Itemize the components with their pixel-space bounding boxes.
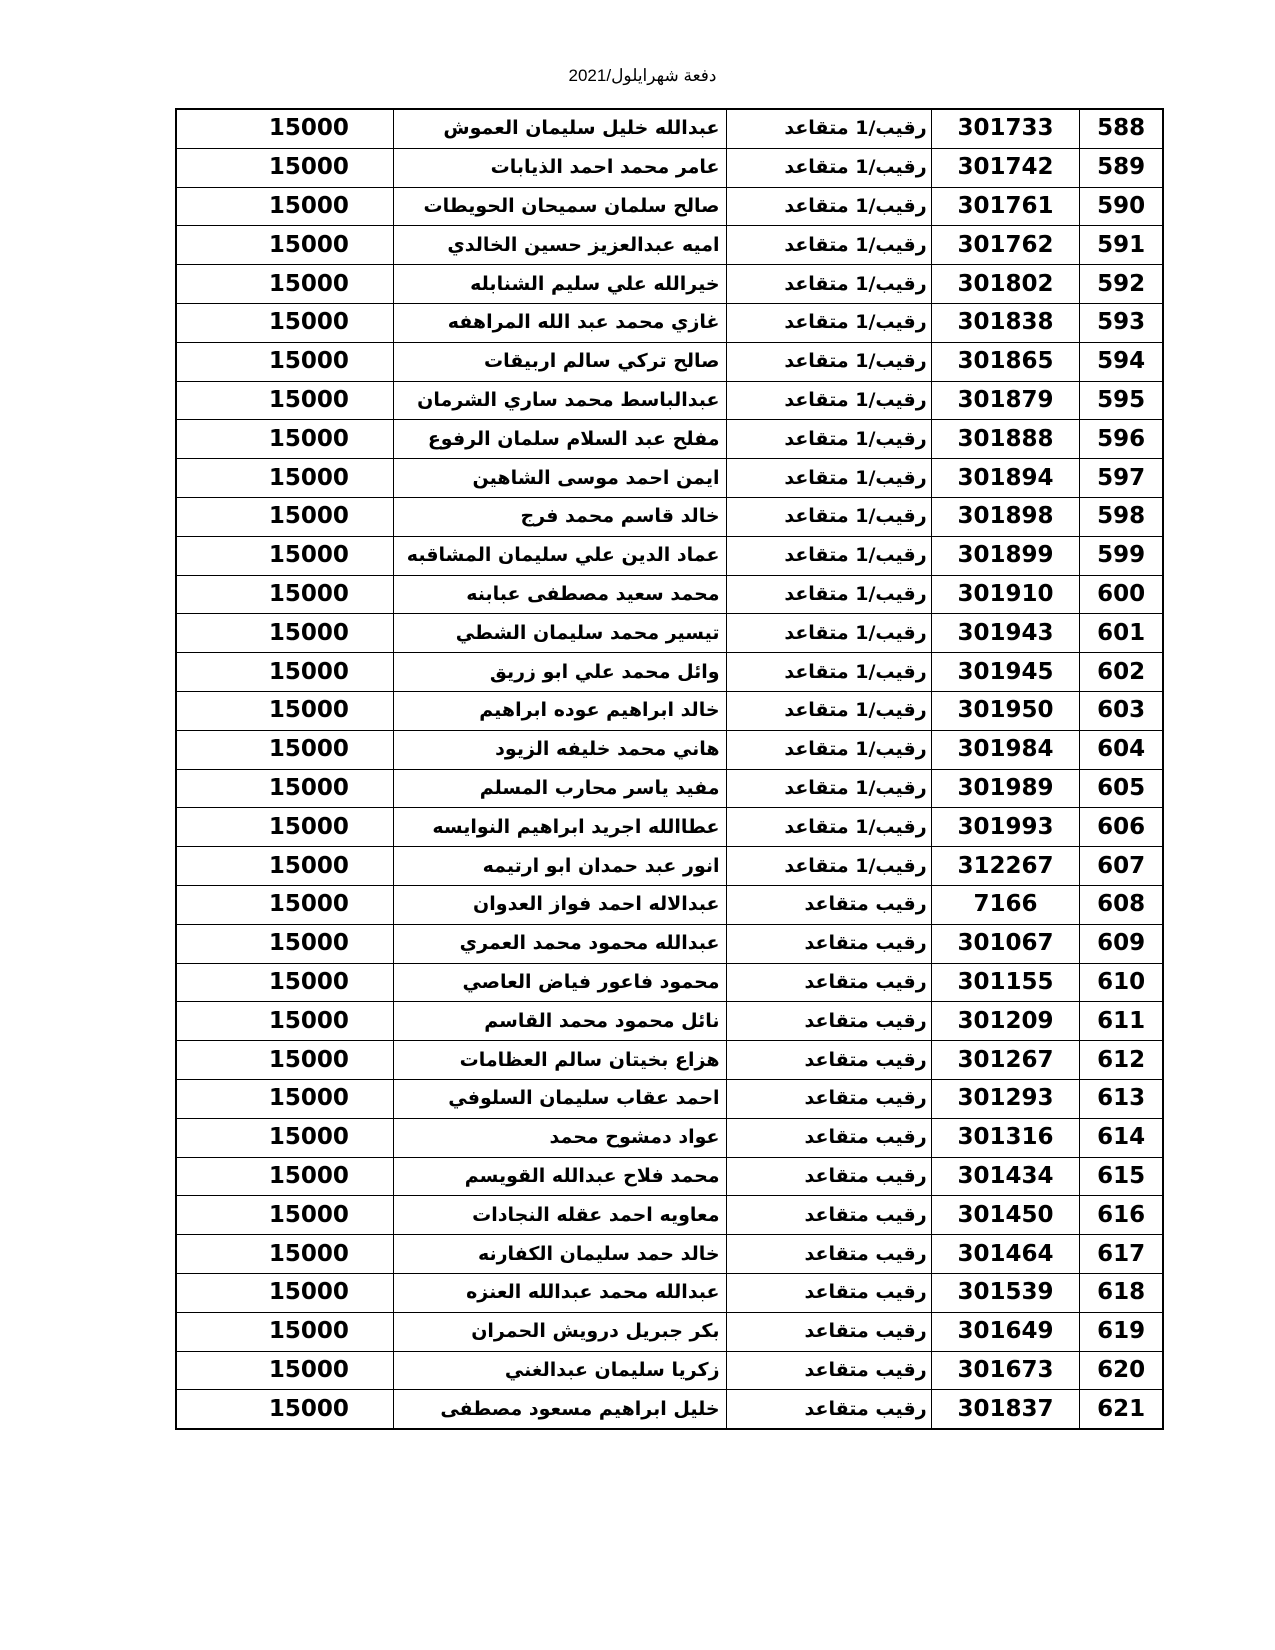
rank: رقيب/1 متقاعد <box>726 265 931 304</box>
amount <box>176 885 393 924</box>
rank: رقيب/1 متقاعد <box>726 187 931 226</box>
rank: رقيب/1 متقاعد <box>726 459 931 498</box>
service-number: 301910 <box>931 575 1080 614</box>
table-row <box>176 420 1163 459</box>
rank: رقيب/1 متقاعد <box>726 691 931 730</box>
service-number: 301209 <box>931 1002 1080 1041</box>
rank: رقيب/1 متقاعد <box>726 536 931 575</box>
table-row <box>176 265 1163 304</box>
rank: رقيب/1 متقاعد <box>726 769 931 808</box>
amount-value: 15000 <box>268 619 349 646</box>
full-name: انور عبد حمدان ابو ارتيمه <box>393 847 726 886</box>
rank: رقيب متقاعد <box>726 1041 931 1080</box>
amount <box>176 536 393 575</box>
amount-value: 15000 <box>268 852 349 879</box>
row-sequence-number: 603 <box>1080 691 1163 730</box>
full-name: احمد عقاب سليمان السلوفي <box>393 1079 726 1118</box>
rank: رقيب/1 متقاعد <box>726 614 931 653</box>
amount <box>176 1196 393 1235</box>
amount <box>176 187 393 226</box>
amount <box>176 1041 393 1080</box>
row-sequence-number: 588 <box>1080 109 1163 148</box>
service-number: 301898 <box>931 497 1080 536</box>
amount-value: 15000 <box>268 813 349 840</box>
service-number: 301155 <box>931 963 1080 1002</box>
service-number: 312267 <box>931 847 1080 886</box>
service-number: 301888 <box>931 420 1080 459</box>
amount-value: 15000 <box>268 1201 349 1228</box>
full-name: مفلح عبد السلام سلمان الرفوع <box>393 420 726 459</box>
full-name: نائل محمود محمد القاسم <box>393 1002 726 1041</box>
amount-value: 15000 <box>268 736 349 763</box>
rank: رقيب متقاعد <box>726 885 931 924</box>
full-name: عطاالله اجريد ابراهيم النوايسه <box>393 808 726 847</box>
service-number: 301837 <box>931 1390 1080 1429</box>
table-row <box>176 1157 1163 1196</box>
service-number: 301945 <box>931 653 1080 692</box>
amount-value: 15000 <box>268 231 349 258</box>
full-name: صالح تركي سالم اربيقات <box>393 342 726 381</box>
rank: رقيب متقاعد <box>726 1390 931 1429</box>
rank: رقيب/1 متقاعد <box>726 420 931 459</box>
full-name: زكريا سليمان عبدالغني <box>393 1351 726 1390</box>
row-sequence-number: 618 <box>1080 1273 1163 1312</box>
service-number: 301649 <box>931 1312 1080 1351</box>
rank: رقيب متقاعد <box>726 1196 931 1235</box>
rank: رقيب/1 متقاعد <box>726 226 931 265</box>
table-row <box>176 1312 1163 1351</box>
amount <box>176 653 393 692</box>
amount-value: 15000 <box>268 309 349 336</box>
amount <box>176 691 393 730</box>
rank: رقيب/1 متقاعد <box>726 381 931 420</box>
table-row <box>176 342 1163 381</box>
rank: رقيب متقاعد <box>726 1235 931 1274</box>
page-title: دفعة شهرايلول/2021 <box>568 66 717 85</box>
amount <box>176 1390 393 1429</box>
full-name: محمد سعيد مصطفى عبابنه <box>393 575 726 614</box>
service-number: 301984 <box>931 730 1080 769</box>
row-sequence-number: 621 <box>1080 1390 1163 1429</box>
amount-value: 15000 <box>268 1395 349 1422</box>
row-sequence-number: 592 <box>1080 265 1163 304</box>
row-sequence-number: 612 <box>1080 1041 1163 1080</box>
row-sequence-number: 620 <box>1080 1351 1163 1390</box>
table-row <box>176 226 1163 265</box>
service-number: 301761 <box>931 187 1080 226</box>
table-row <box>176 924 1163 963</box>
amount <box>176 420 393 459</box>
service-number: 301293 <box>931 1079 1080 1118</box>
full-name: خيرالله علي سليم الشنابله <box>393 265 726 304</box>
row-sequence-number: 609 <box>1080 924 1163 963</box>
full-name: مفيد ياسر محارب المسلم <box>393 769 726 808</box>
row-sequence-number: 617 <box>1080 1235 1163 1274</box>
full-name: هزاع بخيتان سالم العظامات <box>393 1041 726 1080</box>
table-row <box>176 653 1163 692</box>
row-sequence-number: 619 <box>1080 1312 1163 1351</box>
table-row <box>176 459 1163 498</box>
service-number: 301993 <box>931 808 1080 847</box>
amount <box>176 924 393 963</box>
amount-value: 15000 <box>268 1356 349 1383</box>
service-number: 301802 <box>931 265 1080 304</box>
amount-value: 15000 <box>268 503 349 530</box>
row-sequence-number: 606 <box>1080 808 1163 847</box>
service-number: 301067 <box>931 924 1080 963</box>
row-sequence-number: 607 <box>1080 847 1163 886</box>
service-number: 301943 <box>931 614 1080 653</box>
amount <box>176 847 393 886</box>
amount <box>176 1118 393 1157</box>
table-row <box>176 1235 1163 1274</box>
service-number: 301267 <box>931 1041 1080 1080</box>
amount-value: 15000 <box>268 1279 349 1306</box>
rank: رقيب متقاعد <box>726 1157 931 1196</box>
table-row <box>176 691 1163 730</box>
row-sequence-number: 595 <box>1080 381 1163 420</box>
row-sequence-number: 608 <box>1080 885 1163 924</box>
row-sequence-number: 605 <box>1080 769 1163 808</box>
amount-value: 15000 <box>268 1046 349 1073</box>
table-row <box>176 769 1163 808</box>
row-sequence-number: 604 <box>1080 730 1163 769</box>
table-row <box>176 885 1163 924</box>
full-name: خالد ابراهيم عوده ابراهيم <box>393 691 726 730</box>
rank: رقيب/1 متقاعد <box>726 148 931 187</box>
amount-value: 15000 <box>268 270 349 297</box>
rank: رقيب/1 متقاعد <box>726 109 931 148</box>
table-row <box>176 963 1163 1002</box>
rank: رقيب/1 متقاعد <box>726 808 931 847</box>
amount-value: 15000 <box>268 192 349 219</box>
amount <box>176 769 393 808</box>
row-sequence-number: 591 <box>1080 226 1163 265</box>
amount-value: 15000 <box>268 425 349 452</box>
amount-value: 15000 <box>268 580 349 607</box>
row-sequence-number: 601 <box>1080 614 1163 653</box>
full-name: عواد دمشوح محمد <box>393 1118 726 1157</box>
row-sequence-number: 615 <box>1080 1157 1163 1196</box>
amount <box>176 730 393 769</box>
amount-value: 15000 <box>268 464 349 491</box>
table-row <box>176 497 1163 536</box>
service-number: 301539 <box>931 1273 1080 1312</box>
full-name: محمد فلاح عبدالله القويسم <box>393 1157 726 1196</box>
table-body <box>176 109 1163 1429</box>
amount-value: 15000 <box>268 891 349 918</box>
amount <box>176 1002 393 1041</box>
rank: رقيب متقاعد <box>726 1002 931 1041</box>
row-sequence-number: 598 <box>1080 497 1163 536</box>
table-row <box>176 187 1163 226</box>
rank: رقيب متقاعد <box>726 1273 931 1312</box>
full-name: عبدالله محمود محمد العمري <box>393 924 726 963</box>
rank: رقيب/1 متقاعد <box>726 497 931 536</box>
service-number: 301879 <box>931 381 1080 420</box>
service-number: 301316 <box>931 1118 1080 1157</box>
row-sequence-number: 593 <box>1080 303 1163 342</box>
service-number: 301899 <box>931 536 1080 575</box>
rank: رقيب متقاعد <box>726 1351 931 1390</box>
amount-value: 15000 <box>268 968 349 995</box>
row-sequence-number: 596 <box>1080 420 1163 459</box>
row-sequence-number: 602 <box>1080 653 1163 692</box>
amount <box>176 342 393 381</box>
amount <box>176 575 393 614</box>
table-row <box>176 148 1163 187</box>
row-sequence-number: 600 <box>1080 575 1163 614</box>
full-name: صالح سلمان سميحان الحويطات <box>393 187 726 226</box>
row-sequence-number: 599 <box>1080 536 1163 575</box>
table-row <box>176 1002 1163 1041</box>
rank: رقيب متقاعد <box>726 1118 931 1157</box>
table-row <box>176 1273 1163 1312</box>
rank: رقيب/1 متقاعد <box>726 847 931 886</box>
full-name: غازي محمد عبد الله المراهفه <box>393 303 726 342</box>
service-number: 301894 <box>931 459 1080 498</box>
service-number: 301762 <box>931 226 1080 265</box>
service-number: 301950 <box>931 691 1080 730</box>
full-name: خالد حمد سليمان الكفارنه <box>393 1235 726 1274</box>
full-name: خالد قاسم محمد فرج <box>393 497 726 536</box>
service-number: 301742 <box>931 148 1080 187</box>
service-number: 301989 <box>931 769 1080 808</box>
amount-value: 15000 <box>268 1007 349 1034</box>
row-sequence-number: 614 <box>1080 1118 1163 1157</box>
amount <box>176 1312 393 1351</box>
amount-value: 15000 <box>268 348 349 375</box>
full-name: معاويه احمد عقله النجادات <box>393 1196 726 1235</box>
table-row <box>176 1390 1163 1429</box>
row-sequence-number: 610 <box>1080 963 1163 1002</box>
table-row <box>176 808 1163 847</box>
amount-value: 15000 <box>268 658 349 685</box>
rank: رقيب/1 متقاعد <box>726 575 931 614</box>
service-number: 301464 <box>931 1235 1080 1274</box>
row-sequence-number: 613 <box>1080 1079 1163 1118</box>
full-name: عماد الدين علي سليمان المشاقبه <box>393 536 726 575</box>
full-name: عبدالله محمد عبدالله العنزه <box>393 1273 726 1312</box>
row-sequence-number: 594 <box>1080 342 1163 381</box>
service-number: 301733 <box>931 109 1080 148</box>
amount <box>176 459 393 498</box>
amount-value: 15000 <box>268 154 349 181</box>
amount-value: 15000 <box>268 1124 349 1151</box>
service-number: 301434 <box>931 1157 1080 1196</box>
full-name: عامر محمد احمد الذيابات <box>393 148 726 187</box>
full-name: اميه عبدالعزيز حسين الخالدي <box>393 226 726 265</box>
amount <box>176 497 393 536</box>
service-number: 301450 <box>931 1196 1080 1235</box>
table-row <box>176 381 1163 420</box>
amount-value: 15000 <box>268 774 349 801</box>
rank: رقيب متقاعد <box>726 924 931 963</box>
amount <box>176 1079 393 1118</box>
amount <box>176 226 393 265</box>
full-name: عبدالباسط محمد ساري الشرمان <box>393 381 726 420</box>
amount <box>176 265 393 304</box>
amount <box>176 808 393 847</box>
amount <box>176 1235 393 1274</box>
full-name: عبدالله خليل سليمان العموش <box>393 109 726 148</box>
table-row <box>176 730 1163 769</box>
table-row <box>176 303 1163 342</box>
table-row <box>176 536 1163 575</box>
amount <box>176 614 393 653</box>
table-row <box>176 1196 1163 1235</box>
full-name: محمود فاعور فياض العاصي <box>393 963 726 1002</box>
full-name: وائل محمد علي ابو زريق <box>393 653 726 692</box>
row-sequence-number: 616 <box>1080 1196 1163 1235</box>
rank: رقيب متقاعد <box>726 963 931 1002</box>
full-name: ايمن احمد موسى الشاهين <box>393 459 726 498</box>
service-number: 301838 <box>931 303 1080 342</box>
amount-value: 15000 <box>268 1240 349 1267</box>
amount <box>176 109 393 148</box>
amount <box>176 148 393 187</box>
service-number: 301865 <box>931 342 1080 381</box>
amount-value: 15000 <box>268 1318 349 1345</box>
table-row <box>176 847 1163 886</box>
row-sequence-number: 597 <box>1080 459 1163 498</box>
amount-value: 15000 <box>268 542 349 569</box>
amount-value: 15000 <box>268 1085 349 1112</box>
service-number: 301673 <box>931 1351 1080 1390</box>
table-row <box>176 1118 1163 1157</box>
amount-value: 15000 <box>268 115 349 142</box>
full-name: بكر جبريل درويش الحمران <box>393 1312 726 1351</box>
table-row <box>176 1079 1163 1118</box>
amount-value: 15000 <box>268 697 349 724</box>
amount-value: 15000 <box>268 930 349 957</box>
row-sequence-number: 589 <box>1080 148 1163 187</box>
rank: رقيب متقاعد <box>726 1312 931 1351</box>
table-row <box>176 109 1163 148</box>
full-name: خليل ابراهيم مسعود مصطفى <box>393 1390 726 1429</box>
rank: رقيب/1 متقاعد <box>726 730 931 769</box>
amount <box>176 1351 393 1390</box>
amount-value: 15000 <box>268 386 349 413</box>
table-row <box>176 614 1163 653</box>
table-row <box>176 1351 1163 1390</box>
amount <box>176 381 393 420</box>
amount <box>176 1157 393 1196</box>
rank: رقيب/1 متقاعد <box>726 342 931 381</box>
full-name: تيسير محمد سليمان الشطي <box>393 614 726 653</box>
amount-value: 15000 <box>268 1162 349 1189</box>
rank: رقيب/1 متقاعد <box>726 303 931 342</box>
amount <box>176 963 393 1002</box>
amount <box>176 1273 393 1312</box>
rank: رقيب متقاعد <box>726 1079 931 1118</box>
payment-table <box>175 108 1164 1430</box>
table-row <box>176 575 1163 614</box>
table-row <box>176 1041 1163 1080</box>
full-name: عبدالاله احمد فواز العدوان <box>393 885 726 924</box>
row-sequence-number: 611 <box>1080 1002 1163 1041</box>
row-sequence-number: 590 <box>1080 187 1163 226</box>
full-name: هاني محمد خليفه الزيود <box>393 730 726 769</box>
service-number: 7166 <box>931 885 1080 924</box>
amount <box>176 303 393 342</box>
rank: رقيب/1 متقاعد <box>726 653 931 692</box>
